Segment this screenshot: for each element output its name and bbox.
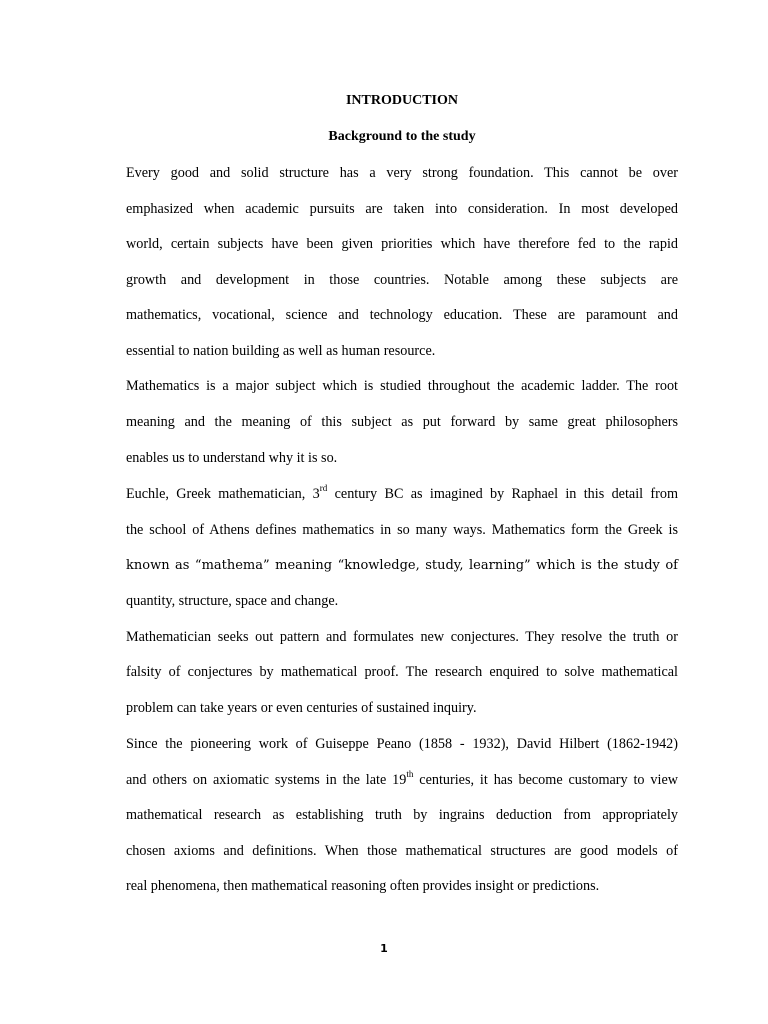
text-line: the school of Athens defines mathematics in so many ways. Mathematics form the Greek is — [126, 522, 678, 538]
text-line: Mathematician seeks out pattern and formulates new conjectures. They resolve the truth or — [126, 629, 678, 645]
text-line: emphasized when academic pursuits are taken into consideration. In most developed — [126, 201, 678, 217]
text-segment: and others on axiomatic systems in the late 19 — [126, 772, 407, 788]
text-segment: centuries, it has become customary to view — [413, 772, 678, 788]
text-line: mathematical research as establishing truth by ingrains deduction from appropriately — [126, 807, 678, 823]
text-line-with-superscript — [126, 484, 678, 504]
text-line: falsity of conjectures by mathematical proof. The research enquired to solve mathematical — [126, 664, 678, 680]
text-line: world, certain subjects have been given priorities which have therefore fed to the rapid — [126, 236, 678, 252]
text-line: quantity, structure, space and change. — [126, 593, 339, 609]
text-line-with-superscript — [126, 770, 678, 790]
text-line: growth and development in those countries. Notable among these subjects are — [126, 272, 678, 288]
page-number: 1 — [380, 942, 388, 955]
text-line: Mathematics is a major subject which is studied throughout the academic ladder. The root — [126, 378, 678, 394]
text-line: problem can take years or even centuries of sustained inquiry. — [126, 700, 477, 716]
text-segment: Euchle, Greek mathematician, 3 — [126, 486, 320, 502]
text-line: mathematics, vocational, science and technology education. These are paramount and — [126, 307, 678, 323]
text-line: Since the pioneering work of Guiseppe Peano (1858 - 1932), David Hilbert (1862-1942) — [126, 736, 678, 752]
text-segment: century BC as imagined by Raphael in this detail from — [327, 486, 678, 502]
page-title: INTRODUCTION — [345, 93, 458, 108]
text-line: chosen axioms and definitions. When those mathematical structures are good models of — [126, 843, 678, 859]
section-heading: Background to the study — [328, 129, 476, 144]
text-line: Every good and solid structure has a very strong foundation. This cannot be over — [126, 165, 678, 181]
superscript: rd — [319, 483, 328, 494]
text-line: meaning and the meaning of this subject as put forward by same great philosophers — [126, 414, 678, 430]
text-line: real phenomena, then mathematical reasoning often provides insight or predictions. — [126, 878, 600, 894]
text-line: known as “mathema” meaning “knowledge, study, learning” which is the study of — [126, 558, 678, 573]
text-line: essential to nation building as well as human resource. — [126, 343, 436, 359]
text-line: enables us to understand why it is so. — [126, 450, 338, 466]
superscript: th — [406, 769, 414, 780]
